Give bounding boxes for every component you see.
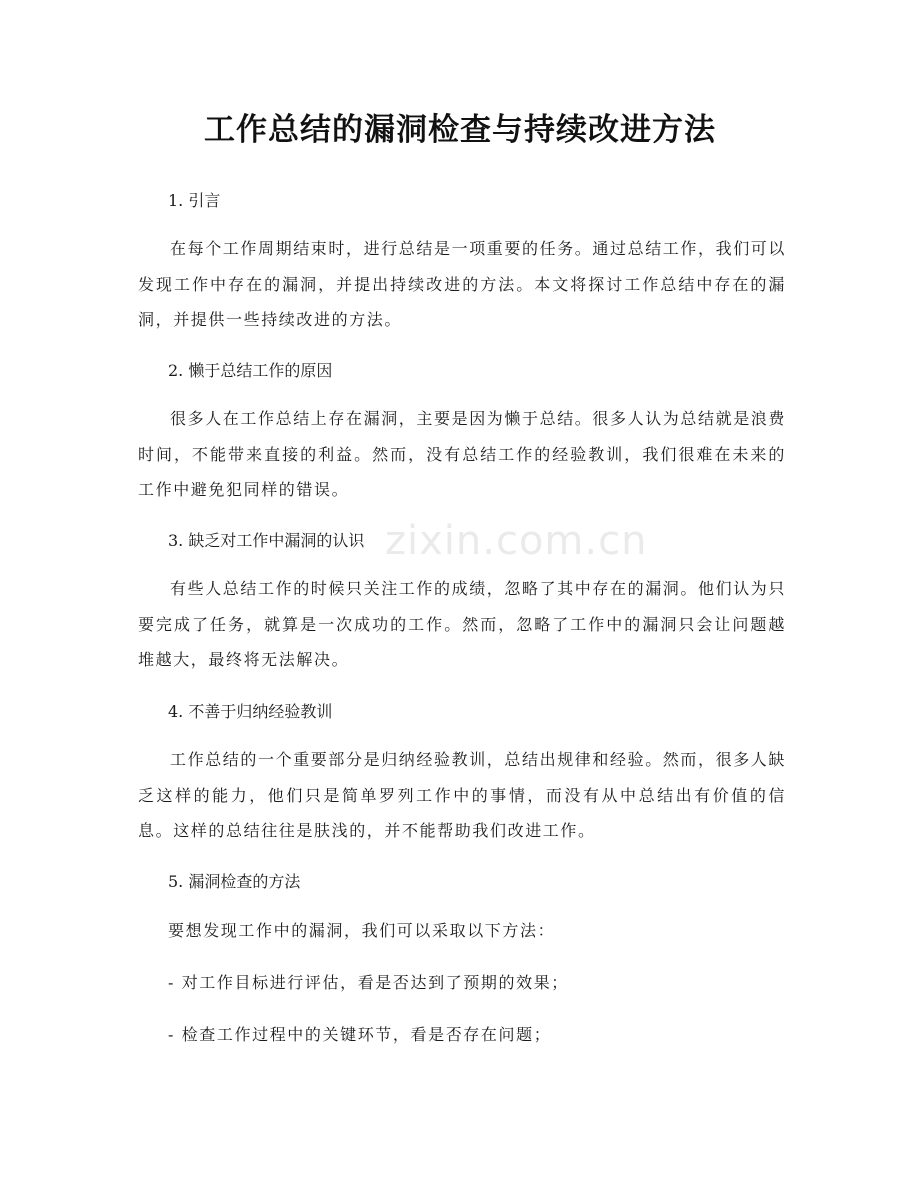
page-title: 工作总结的漏洞检查与持续改进方法 <box>204 112 716 148</box>
section-paragraph-2: 很多人在工作总结上存在漏洞，主要是因为懒于总结。很多人认为总结就是浪费时间，不能带来直接的利益。然而，没有总结工作的经验教训，我们很难在未来的工作中避免犯同样的错误。 <box>138 409 787 499</box>
section-intro-5: 要想发现工作中的漏洞，我们可以采取以下方法： <box>168 921 556 940</box>
section-heading-3: 3. 缺乏对工作中漏洞的认识 <box>168 531 365 550</box>
section-heading-1: 1. 引言 <box>168 191 221 210</box>
section-paragraph-1: 在每个工作周期结束时，进行总结是一项重要的任务。通过总结工作，我们可以发现工作中存在的漏洞，并提出持续改进的方法。本文将探讨工作总结中存在的漏洞，并提供一些持续改进的方法。 <box>138 239 787 329</box>
section-heading-2: 2. 懒于总结工作的原因 <box>168 361 333 380</box>
section-paragraph-4: 工作总结的一个重要部分是归纳经验教训，总结出规律和经验。然而，很多人缺乏这样的能力，他们只是简单罗列工作中的事情，而没有从中总结出有价值的信息。这样的总结往往是肤浅的，并不能帮助我们改进工作。 <box>138 750 787 840</box>
list-item: - 对工作目标进行评估，看是否达到了预期的效果； <box>168 973 569 992</box>
section-paragraph-3: 有些人总结工作的时候只关注工作的成绩，忽略了其中存在的漏洞。他们认为只要完成了任务，就算是一次成功的工作。然而，忽略了工作中的漏洞只会让问题越堆越大，最终将无法解决。 <box>138 579 787 669</box>
list-item: - 检查工作过程中的关键环节，看是否存在问题； <box>168 1025 552 1044</box>
watermark: zixin.com.cn <box>385 518 648 564</box>
section-heading-4: 4. 不善于归纳经验教训 <box>168 702 333 721</box>
section-heading-5: 5. 漏洞检查的方法 <box>168 872 301 891</box>
